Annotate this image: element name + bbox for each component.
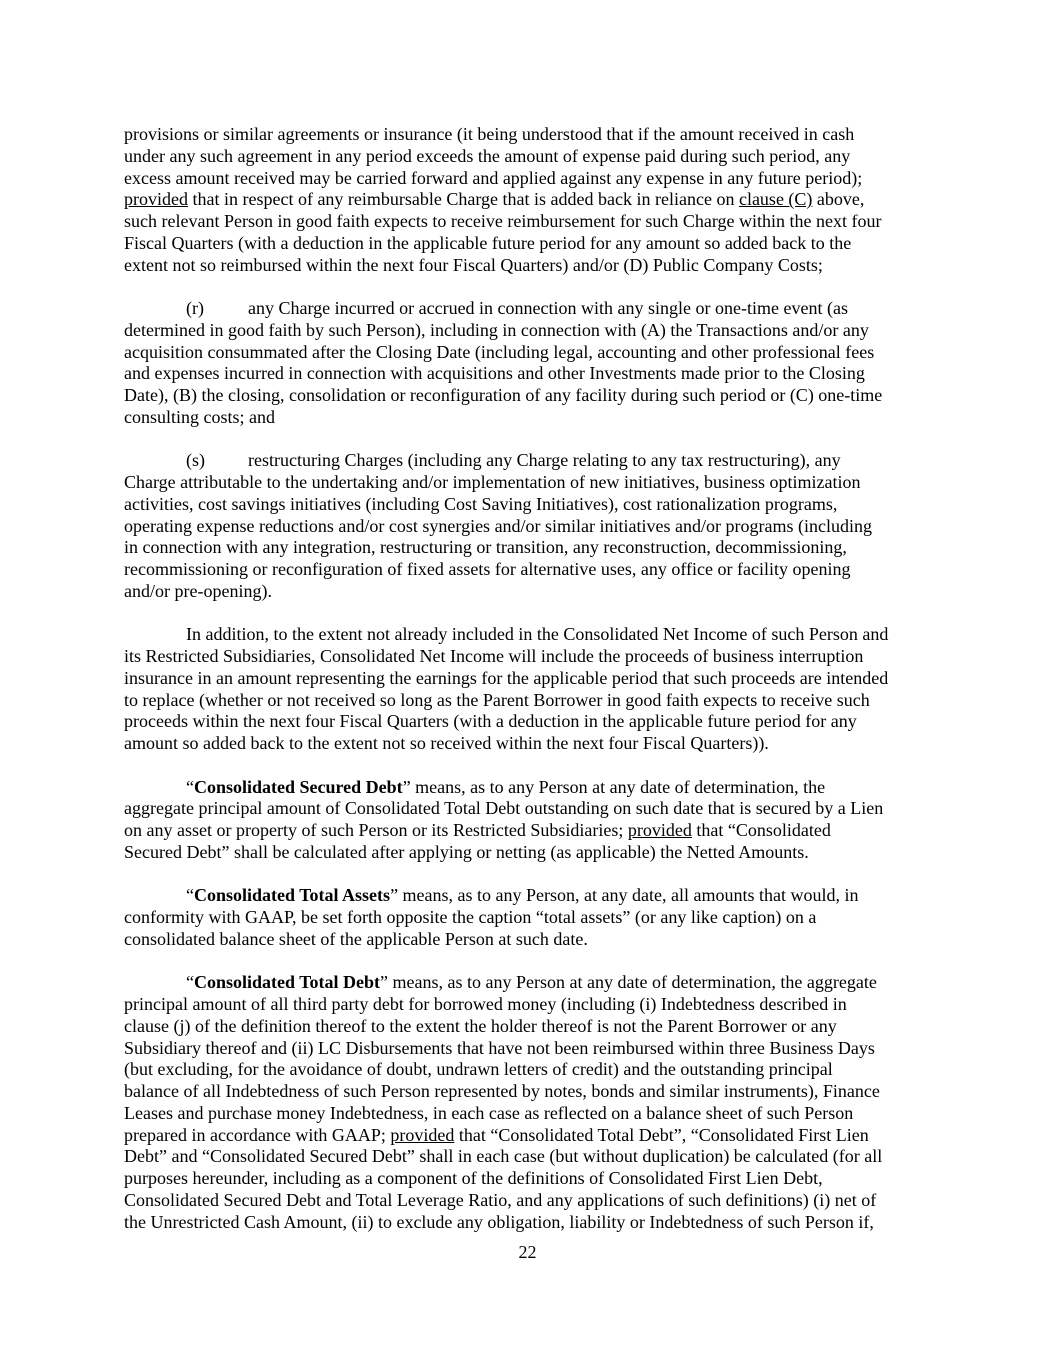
text-run: determined in good faith by such Person), including in connection with (A) the Transactions and/or any [124, 319, 869, 340]
text-line [124, 885, 934, 907]
text-run: restructuring Charges (including any Charge relating to any tax restructuring), any [248, 450, 841, 471]
defined-term: Consolidated Secured Debt [194, 776, 403, 797]
defined-term: Consolidated Total Assets [194, 885, 391, 906]
text-run: in connection with any integration, restructuring or transition, any reconstruction, decommissioning, [124, 537, 847, 558]
text-line [124, 842, 934, 864]
text-run: “ [186, 885, 194, 906]
text-line [124, 798, 934, 820]
text-run: consulting costs; and [124, 406, 275, 427]
text-line [124, 711, 934, 733]
underlined-text: clause (C) [738, 189, 813, 210]
text-line [124, 972, 934, 994]
text-run: insurance in an amount representing the earnings for the applicable period that such proceeds are intended [124, 667, 889, 688]
text-line [124, 929, 934, 951]
text-line [124, 189, 934, 211]
underlined-text: provided [390, 1124, 455, 1145]
text-run: “ [186, 972, 194, 993]
text-line [124, 1146, 934, 1168]
text-line [124, 1038, 934, 1060]
text-line [124, 733, 934, 755]
text-line [124, 407, 934, 429]
text-run: clause (j) of the definition thereof to the extent the holder thereof is not the Parent Borrower or any [124, 1015, 837, 1036]
text-run: “ [186, 776, 194, 797]
text-run: ” means, as to any Person at any date of determination, the [402, 776, 826, 797]
text-run: Debt” and “Consolidated Secured Debt” shall in each case (but without duplication) be calculated (for all [124, 1146, 883, 1167]
paragraph [124, 298, 934, 429]
text-run: ” means, as to any Person, at any date, all amounts that would, in [390, 885, 859, 906]
text-line [124, 1212, 934, 1234]
text-line [124, 1168, 934, 1190]
clause-label: (s) [186, 450, 205, 471]
text-run: Charge attributable to the undertaking and/or implementation of new initiatives, business optimization [124, 472, 861, 492]
text-line [124, 450, 934, 472]
text-run: proceeds within the next four Fiscal Quarters (with a deduction in the applicable future period for any [124, 711, 857, 732]
text-run: purposes hereunder, including as a component of the definitions of Consolidated First Lien Debt, [124, 1168, 823, 1188]
text-run: and/or pre-opening). [124, 580, 272, 601]
text-run: aggregate principal amount of Consolidated Total Debt outstanding on such date that is secured by a Lien [124, 798, 884, 819]
paragraph [124, 885, 934, 950]
text-run: extent not so reimbursed within the next four Fiscal Quarters) and/or (D) Public Company Costs; [124, 254, 823, 275]
text-run: principal amount of all third party debt for borrowed money (including (i) Indebtedness described in [124, 994, 847, 1014]
text-run: excess amount received may be carried forward and applied against any expense in any future period); [124, 167, 863, 188]
text-run: recommissioning or reconfiguration of fixed assets for alternative uses, any office or facility opening [124, 559, 851, 579]
text-run: that “Consolidated Total Debt”, “Consolidated First Lien [454, 1124, 869, 1145]
text-line [124, 1059, 934, 1081]
text-line [124, 472, 934, 494]
text-line [124, 581, 934, 603]
text-run: Date), (B) the closing, consolidation or reconfiguration of any facility during such period or (C) one-time [124, 385, 883, 405]
text-run: acquisition consummated after the Closing Date (including legal, accounting and other professional fees [124, 341, 875, 362]
text-run: Secured Debt” shall be calculated after applying or netting (as applicable) the Netted Amounts. [124, 841, 809, 862]
text-run: In addition, to the extent not already included in the Consolidated Net Income of such Person and [186, 624, 889, 645]
paragraph [124, 624, 934, 755]
text-line [124, 342, 934, 364]
clause-label: (r) [186, 298, 204, 318]
text-line [124, 646, 934, 668]
underlined-text: provided [124, 189, 188, 210]
text-line [124, 124, 934, 146]
text-run: to replace (whether or not received so long as the Parent Borrower in good faith expects to receive such [124, 689, 870, 710]
text-run: under any such agreement in any period exceeds the amount of expense paid during such period, any [124, 145, 851, 166]
text-line [124, 233, 934, 255]
text-run: ” means, as to any Person at any date of determination, the aggregate [380, 972, 877, 993]
text-line [124, 320, 934, 342]
text-run: consolidated balance sheet of the applicable Person at such date. [124, 928, 588, 949]
text-line [124, 668, 934, 690]
text-line [124, 537, 934, 559]
text-run: conformity with GAAP, be set forth opposite the caption “total assets” (or any like caption) on a [124, 907, 817, 927]
text-line [124, 494, 934, 516]
text-line [124, 385, 934, 407]
text-run: on any asset or property of such Person or its Restricted Subsidiaries; [124, 820, 628, 840]
text-run: balance of all Indebtedness of such Person represented by notes, bonds and similar instruments), Finance [124, 1081, 880, 1101]
text-run: Consolidated Secured Debt and Total Leverage Ratio, and any applications of such definitions) (i) net of [124, 1189, 877, 1210]
text-run: Subsidiary thereof and (ii) LC Disbursements that have not been reimbursed within three Business Days [124, 1037, 875, 1058]
text-line [124, 168, 934, 190]
text-run: that “Consolidated [691, 820, 831, 840]
text-line [124, 1190, 934, 1212]
text-line [124, 1081, 934, 1103]
text-line [124, 146, 934, 168]
paragraph [124, 450, 934, 602]
text-line [124, 820, 934, 842]
text-run: its Restricted Subsidiaries, Consolidated Net Income will include the proceeds of business interruption [124, 646, 864, 666]
underlined-text: provided [627, 820, 692, 840]
page-number: 22 [518, 1242, 537, 1262]
text-line [124, 255, 934, 277]
paragraph [124, 777, 934, 864]
text-run: Fiscal Quarters (with a deduction in the applicable future period for any amount so added back to the [124, 232, 852, 253]
text-line [124, 516, 934, 538]
text-line [124, 624, 934, 646]
text-run: prepared in accordance with GAAP; [124, 1124, 391, 1145]
text-line [124, 1125, 934, 1147]
text-line [124, 559, 934, 581]
text-run: activities, cost savings initiatives (including Cost Saving Initiatives), cost rationalization programs, [124, 493, 838, 514]
text-run: operating expense reductions and/or cost synergies and/or similar initiatives and/or programs (including [124, 515, 872, 536]
text-line [124, 690, 934, 712]
text-run: amount so added back to the extent not so received within the next four Fiscal Quarters)). [124, 733, 769, 753]
text-run: the Unrestricted Cash Amount, (ii) to exclude any obligation, liability or Indebtedness of such Person if, [124, 1211, 874, 1232]
paragraph [124, 972, 934, 1233]
text-run: (but excluding, for the avoidance of doubt, undrawn letters of credit) and the outstanding principal [124, 1059, 833, 1080]
defined-term: Consolidated Total Debt [194, 972, 381, 993]
text-line [124, 1103, 934, 1125]
text-line [124, 907, 934, 929]
text-run: and expenses incurred in connection with acquisitions and other Investments made prior to the Closing [124, 363, 865, 384]
document-body [124, 124, 934, 1255]
text-line [124, 994, 934, 1016]
text-run: any Charge incurred or accrued in connection with any single or one-time event (as [248, 298, 848, 318]
paragraph [124, 124, 934, 276]
text-run: that in respect of any reimbursable Charge that is added back in reliance on [187, 189, 739, 210]
text-line [124, 777, 934, 799]
text-line [124, 211, 934, 233]
text-run: such relevant Person in good faith expects to receive reimbursement for such Charge within the next four [124, 211, 882, 231]
text-run: above, [812, 189, 865, 210]
text-line [124, 363, 934, 385]
text-run: provisions or similar agreements or insurance (it being understood that if the amount received in cash [124, 124, 855, 144]
text-run: Leases and purchase money Indebtedness, in each case as reflected on a balance sheet of such Person [124, 1102, 854, 1123]
text-line [124, 1016, 934, 1038]
text-line [124, 298, 934, 320]
